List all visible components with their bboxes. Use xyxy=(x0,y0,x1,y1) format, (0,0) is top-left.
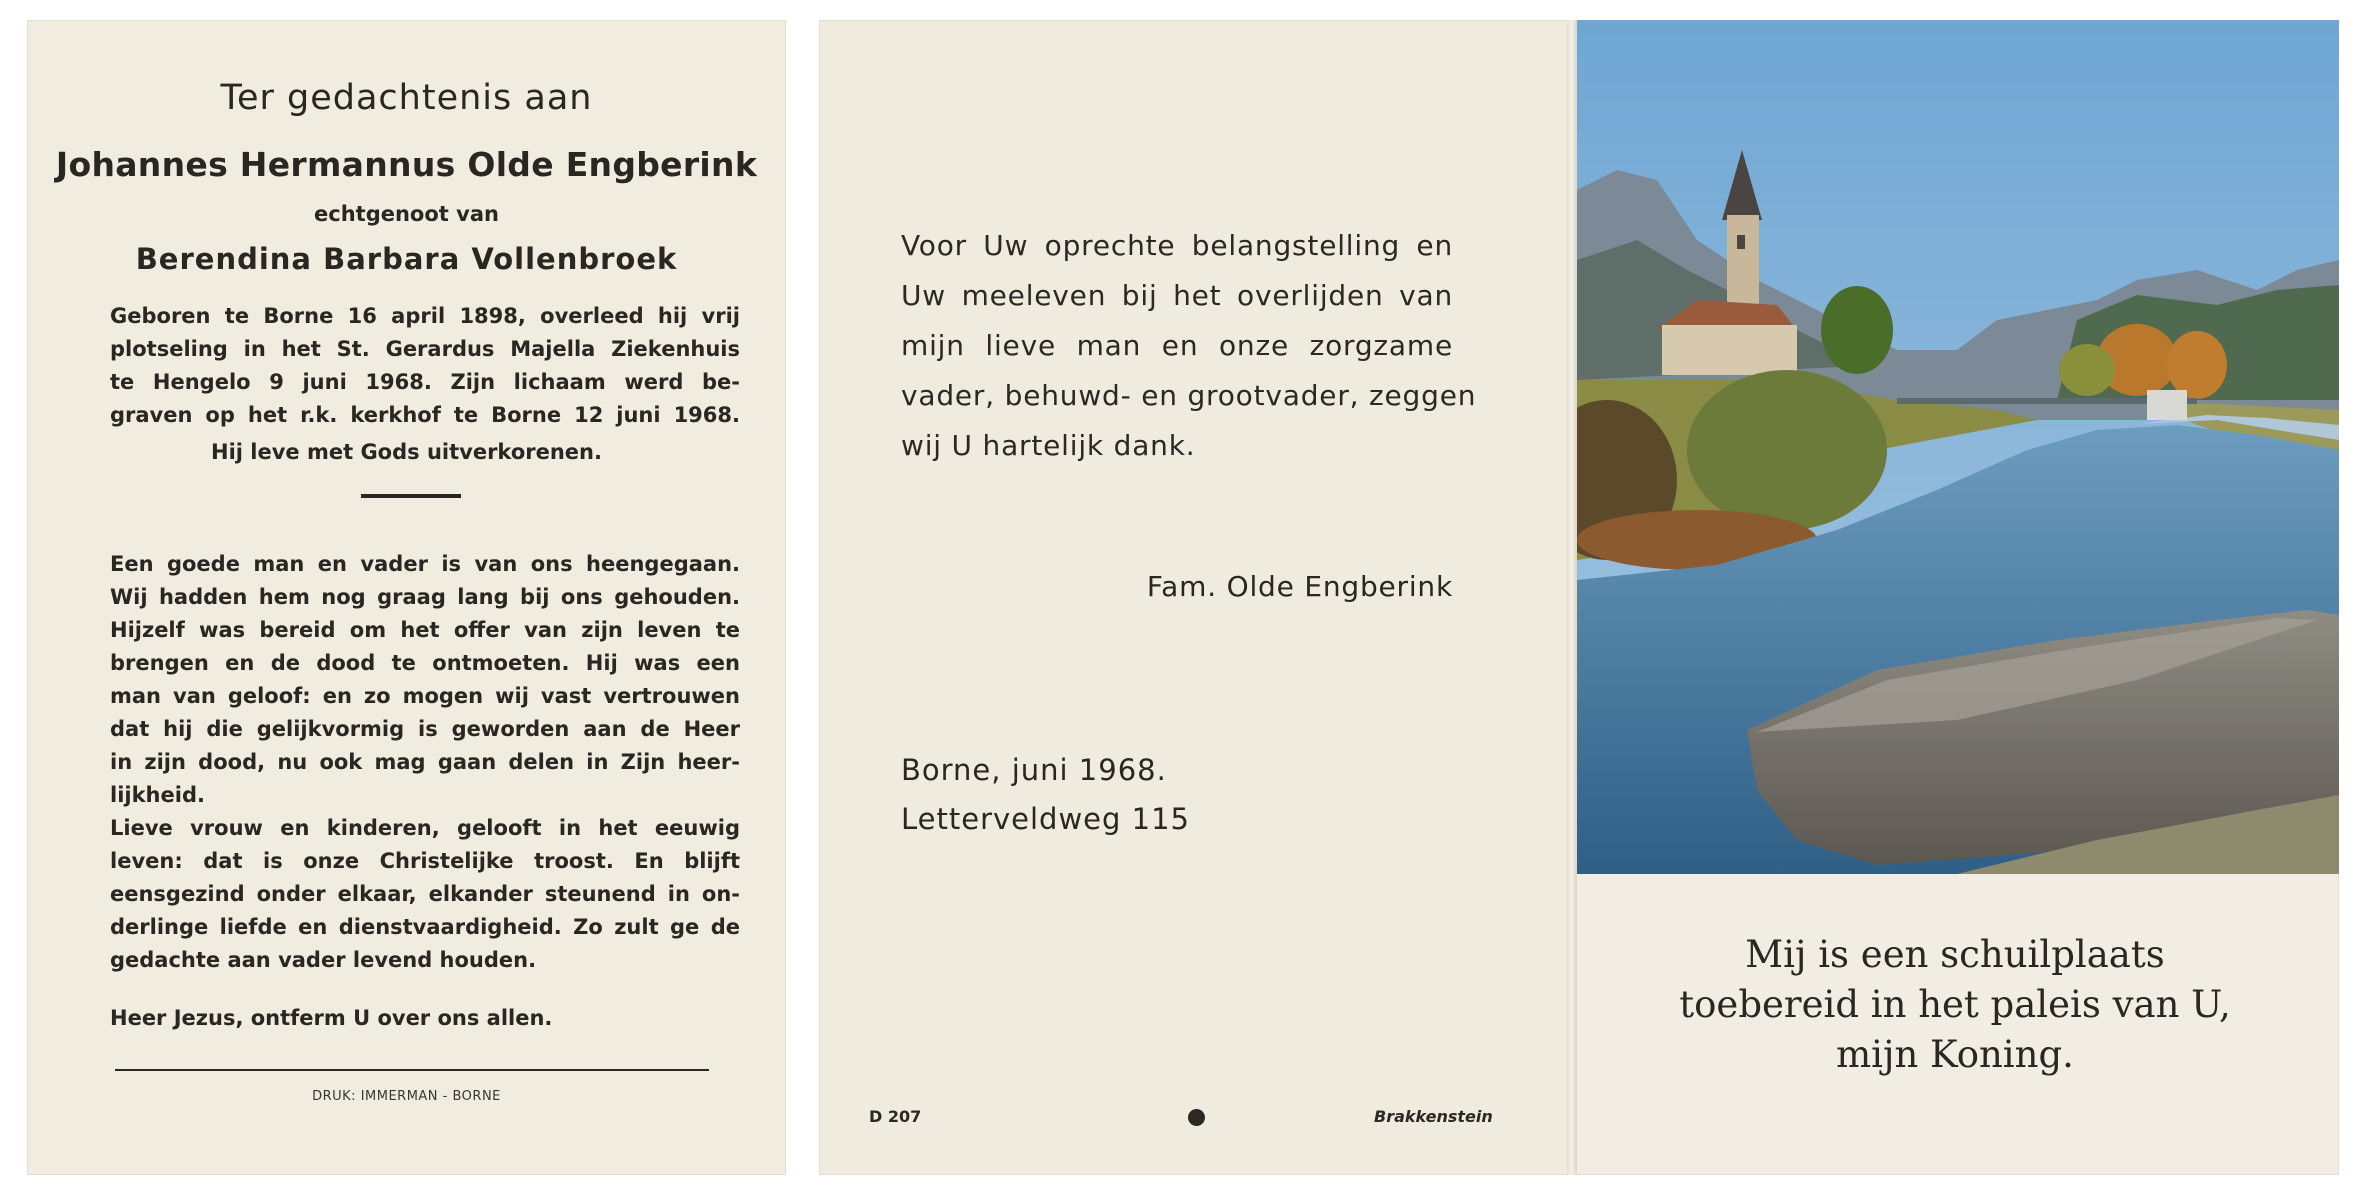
image-panel xyxy=(1571,20,2339,1175)
thanks-line: mijn lieve man en onze zorgzame xyxy=(901,329,1453,362)
thanks-paragraph xyxy=(901,221,1477,471)
tribute-paragraph-2 xyxy=(110,812,740,977)
card-fold xyxy=(1567,20,1577,1175)
relation-text: echtgenoot van xyxy=(314,202,499,226)
tribute-line: dat hij die gelijkvormig is geworden aan de Heer xyxy=(110,717,740,741)
tribute-line: derlinge liefde en dienstvaardigheid. Zo zult ge de xyxy=(110,915,740,939)
card-heading: Ter gedachtenis aan xyxy=(220,78,593,118)
thanks-line: Voor Uw oprechte belangstelling en xyxy=(901,229,1453,262)
tribute-line: lijkheid. xyxy=(110,783,205,807)
thanks-line: Uw meeleven bij het overlijden van xyxy=(901,279,1453,312)
address: Letterveldweg 115 xyxy=(901,802,1191,836)
memorial-card-front xyxy=(27,20,786,1175)
thanks-line: wij U hartelijk dank. xyxy=(901,429,1196,462)
spouse-name: Berendina Barbara Vollenbroek xyxy=(135,242,678,276)
prayer-line: Heer Jezus, ontferm U over ons allen. xyxy=(110,1006,553,1030)
publisher-name: Brakkenstein xyxy=(1374,1107,1493,1126)
bible-verse xyxy=(1571,930,2339,1080)
printer-credit: DRUK: IMMERMAN - BORNE xyxy=(312,1089,501,1104)
blessing-text: Hij leve met Gods uitverkorenen. xyxy=(211,440,602,464)
verse-line: toebereid in het paleis van U, xyxy=(1679,983,2231,1026)
tribute-line: brengen en de dood te ontmoeten. Hij was een xyxy=(110,651,740,675)
prayer-paragraph xyxy=(110,1002,740,1035)
tribute-line: Wij hadden hem nog graag lang bij ons gehouden. xyxy=(110,585,740,609)
tribute-line: Lieve vrouw en kinderen, gelooft in het eeuwig xyxy=(110,816,740,840)
tribute-line: Hijzelf was bereid om het offer van zijn leven te xyxy=(110,618,740,642)
bio-line: graven op het r.k. kerkhof te Borne 12 juni 1968. xyxy=(110,403,740,427)
tribute-line: eensgezind onder elkaar, elkander steunend in on- xyxy=(110,882,740,906)
thanks-line: vader, behuwd- en grootvader, zeggen xyxy=(901,379,1477,412)
tribute-line: man van geloof: en zo mogen wij vast vertrouwen xyxy=(110,684,740,708)
deceased-name: Johannes Hermannus Olde Engberink xyxy=(55,145,758,184)
publisher-logo-icon xyxy=(1188,1109,1205,1126)
bio-line: Geboren te Borne 16 april 1898, overleed hij vrij xyxy=(110,304,740,328)
family-signature: Fam. Olde Engberink xyxy=(1146,570,1453,603)
divider-long xyxy=(115,1069,709,1071)
divider-short xyxy=(361,494,461,498)
tribute-line: leven: dat is onze Christelijke troost. En blijft xyxy=(110,849,740,873)
tribute-paragraph-1 xyxy=(110,548,740,812)
bio-line: plotseling in het St. Gerardus Majella Ziekenhuis xyxy=(110,337,740,361)
biography-paragraph xyxy=(110,300,740,432)
place-date: Borne, juni 1968. xyxy=(901,753,1167,787)
verse-line: mijn Koning. xyxy=(1836,1033,2074,1076)
tribute-line: in zijn dood, nu ook mag gaan delen in Zijn heer- xyxy=(110,750,740,774)
verse-line: Mij is een schuilplaats xyxy=(1745,933,2165,976)
thank-you-panel xyxy=(819,20,1571,1175)
card-code: D 207 xyxy=(869,1107,922,1126)
tribute-line: gedachte aan vader levend houden. xyxy=(110,948,537,972)
bio-line: te Hengelo 9 juni 1968. Zijn lichaam werd be- xyxy=(110,370,740,394)
tribute-line: Een goede man en vader is van ons heengegaan. xyxy=(110,552,740,576)
landscape-photo xyxy=(1577,20,2339,874)
